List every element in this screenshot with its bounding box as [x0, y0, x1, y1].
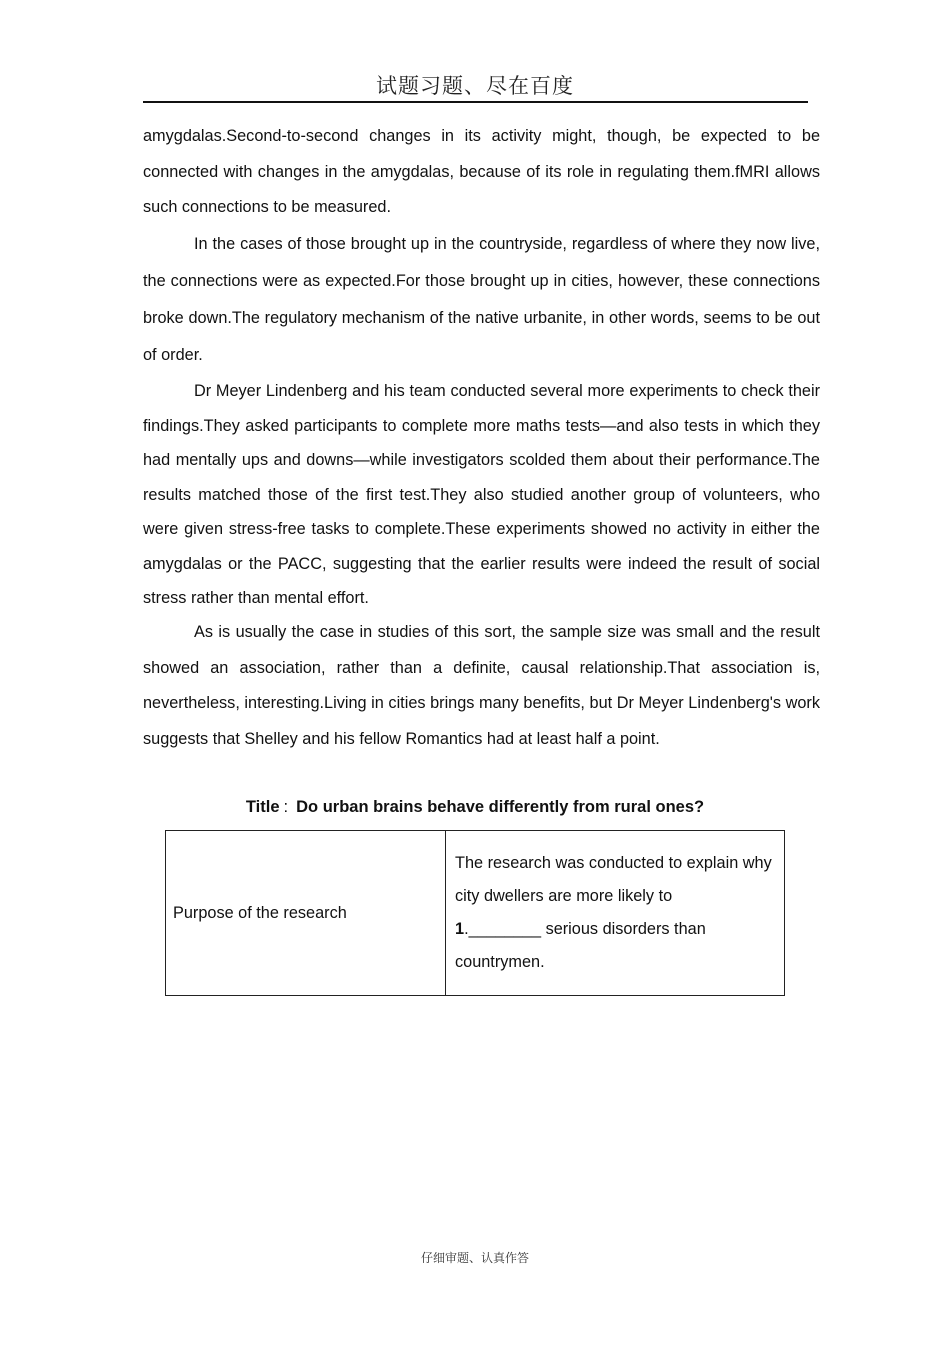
- paragraph-2: In the cases of those brought up in the countryside, regardless of where they now live, the connections were as expected.For those brought up in cities, however, these connections broke down.The regulatory mechanism of the native urbanite, in other words, seems to be out of order.: [143, 235, 820, 364]
- summary-title: [0, 798, 950, 817]
- row-label: Purpose of the research: [173, 903, 347, 922]
- page-header-title: 试题习题、尽在百度: [376, 74, 574, 98]
- paragraph-1: amygdalas.Second-to-second changes in its activity might, though, be expected to be connected with changes in the amygdalas, because of its role in regulating them.fMRI allows such connections to be measured.: [143, 127, 820, 216]
- summary-title-text: Do urban brains behave differently from rural ones?: [296, 798, 705, 816]
- row-content-after: serious disorders than countrymen.: [455, 920, 706, 971]
- row-content-cell: [446, 831, 785, 996]
- page-footer: 仔细审题、认真作答: [420, 1251, 529, 1265]
- blank-number: 1: [455, 920, 465, 938]
- paragraph-4: As is usually the case in studies of this sort, the sample size was small and the result showed an association, rather than a definite, causal relationship.That association is, nevertheless, interesting.Living in cities brings many benefits, but Dr Meyer Lindenberg's work suggests that Shelley and his fellow Romantics had at least half a point.: [143, 623, 820, 748]
- summary-title-colon: :: [283, 798, 289, 816]
- answer-blank[interactable]: .________: [464, 920, 542, 938]
- paragraph-3: Dr Meyer Lindenberg and his team conducted several more experiments to check their findings.They asked participants to complete more maths tests—and also tests in which they had mentally ups and downs—while investigators scolded them about their performance.The results matched those of the first test.They also studied another group of volunteers, who were given stress-free tasks to complete.These experiments showed no activity in either the amygdalas or the PACC, suggesting that the earlier results were indeed the result of social stress rather than mental effort.: [143, 382, 820, 607]
- table-row: [166, 831, 785, 996]
- row-label-cell: [166, 831, 446, 996]
- summary-title-label: Title: [245, 798, 280, 816]
- header-divider: [143, 101, 808, 103]
- summary-table: [165, 830, 785, 996]
- row-content-before: The research was conducted to explain why city dwellers are more likely to: [455, 854, 772, 905]
